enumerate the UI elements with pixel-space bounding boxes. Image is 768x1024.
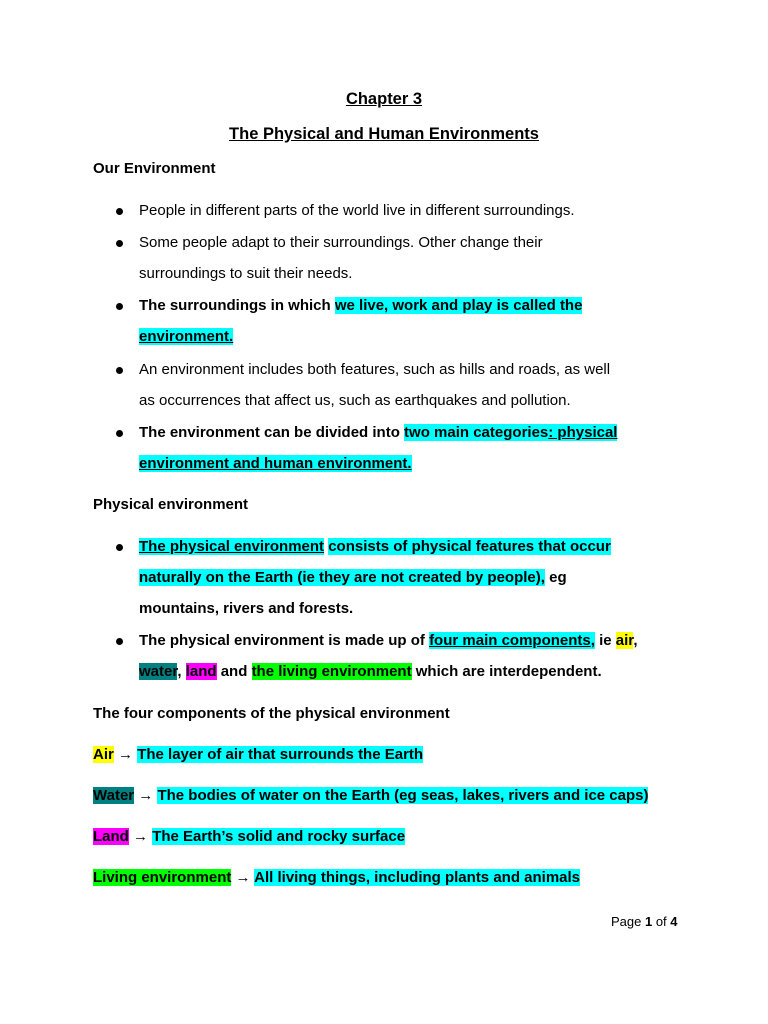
bullet-text xyxy=(139,296,582,316)
text-run: The physical environment is made up of xyxy=(139,632,430,649)
bullet-text: People in different parts of the world live in different surroundings. xyxy=(139,202,575,219)
highlight-cyan: environment. xyxy=(139,328,234,345)
text-run: ie xyxy=(594,632,616,649)
bullet-text xyxy=(139,423,617,443)
text-run: , xyxy=(177,663,186,680)
current-page: 1 xyxy=(644,914,653,929)
component-term: Living environment xyxy=(93,869,232,886)
text-run: which are interdependent. xyxy=(411,663,602,680)
highlight-teal: water xyxy=(139,663,178,680)
highlight-cyan: two main categories xyxy=(404,424,549,441)
arrow-right-icon: → xyxy=(118,746,134,763)
bullet-text-continued xyxy=(139,662,602,682)
section-heading-our-environment: Our Environment xyxy=(93,160,216,177)
bullet-text xyxy=(139,537,611,557)
bullet-text-continued xyxy=(139,327,233,347)
component-row-land xyxy=(93,827,405,847)
bullet-text xyxy=(139,631,637,651)
text-run: The environment can be divided into xyxy=(139,424,405,441)
section-heading-physical-environment: Physical environment xyxy=(93,496,249,513)
component-term: Air xyxy=(93,746,114,763)
bullet-icon xyxy=(116,303,123,310)
highlight-cyan: four main components xyxy=(429,632,591,649)
bullet-icon xyxy=(116,367,123,374)
page-label: Page xyxy=(611,914,645,929)
component-description: The layer of air that surrounds the Earth xyxy=(137,746,424,763)
text-run: and xyxy=(216,663,252,680)
highlight-magenta: land xyxy=(185,663,217,680)
bullet-text-continued: mountains, rivers and forests. xyxy=(139,600,354,617)
component-description: The Earth’s solid and rocky surface xyxy=(152,828,406,845)
bullet-text-continued xyxy=(139,568,567,588)
bullet-icon xyxy=(116,430,123,437)
highlight-cyan: The physical environment xyxy=(139,538,325,555)
bullet-text: Some people adapt to their surroundings. Other change their xyxy=(139,234,543,251)
section-heading-four-components: The four components of the physical environment xyxy=(93,705,450,722)
highlight-cyan: environment and human environment. xyxy=(139,455,412,472)
highlight-cyan: naturally on the Earth (ie they are not created by people), xyxy=(139,569,545,586)
text-run: eg xyxy=(544,569,567,586)
text-run: , xyxy=(633,632,638,649)
highlight-cyan: consists of physical features that occur xyxy=(328,538,611,555)
page-number-footer xyxy=(611,914,678,929)
highlight-green: the living environment xyxy=(251,663,412,680)
component-description: The bodies of water on the Earth (eg seas, lakes, rivers and ice caps) xyxy=(157,787,649,804)
component-description: All living things, including plants and animals xyxy=(254,869,581,886)
bullet-text: An environment includes both features, such as hills and roads, as well xyxy=(139,361,611,378)
bullet-text-continued xyxy=(139,454,412,474)
component-term: Land xyxy=(93,828,129,845)
arrow-right-icon: → xyxy=(235,869,251,886)
component-row-air xyxy=(93,745,423,765)
highlight-cyan: we live, work and play is called the xyxy=(334,297,583,314)
highlight-yellow: air xyxy=(615,632,634,649)
bullet-icon xyxy=(116,240,123,247)
bullet-icon xyxy=(116,208,123,215)
total-pages: 4 xyxy=(670,914,678,929)
component-term: Water xyxy=(93,787,135,804)
highlight-cyan: , xyxy=(590,632,595,649)
highlight-cyan: : physical xyxy=(548,424,618,441)
bullet-icon xyxy=(116,544,123,551)
chapter-title: Chapter 3 xyxy=(345,90,423,108)
component-row-water xyxy=(93,786,648,806)
page-title: The Physical and Human Environments xyxy=(229,125,539,143)
bullet-text-continued: as occurrences that affect us, such as earthquakes and pollution. xyxy=(139,392,571,409)
of-label: of xyxy=(652,914,671,929)
arrow-right-icon: → xyxy=(138,787,154,804)
arrow-right-icon: → xyxy=(133,828,149,845)
bullet-text-continued: surroundings to suit their needs. xyxy=(139,265,353,282)
component-row-living xyxy=(93,868,580,888)
text-run: The surroundings in which xyxy=(139,297,335,314)
bullet-icon xyxy=(116,638,123,645)
